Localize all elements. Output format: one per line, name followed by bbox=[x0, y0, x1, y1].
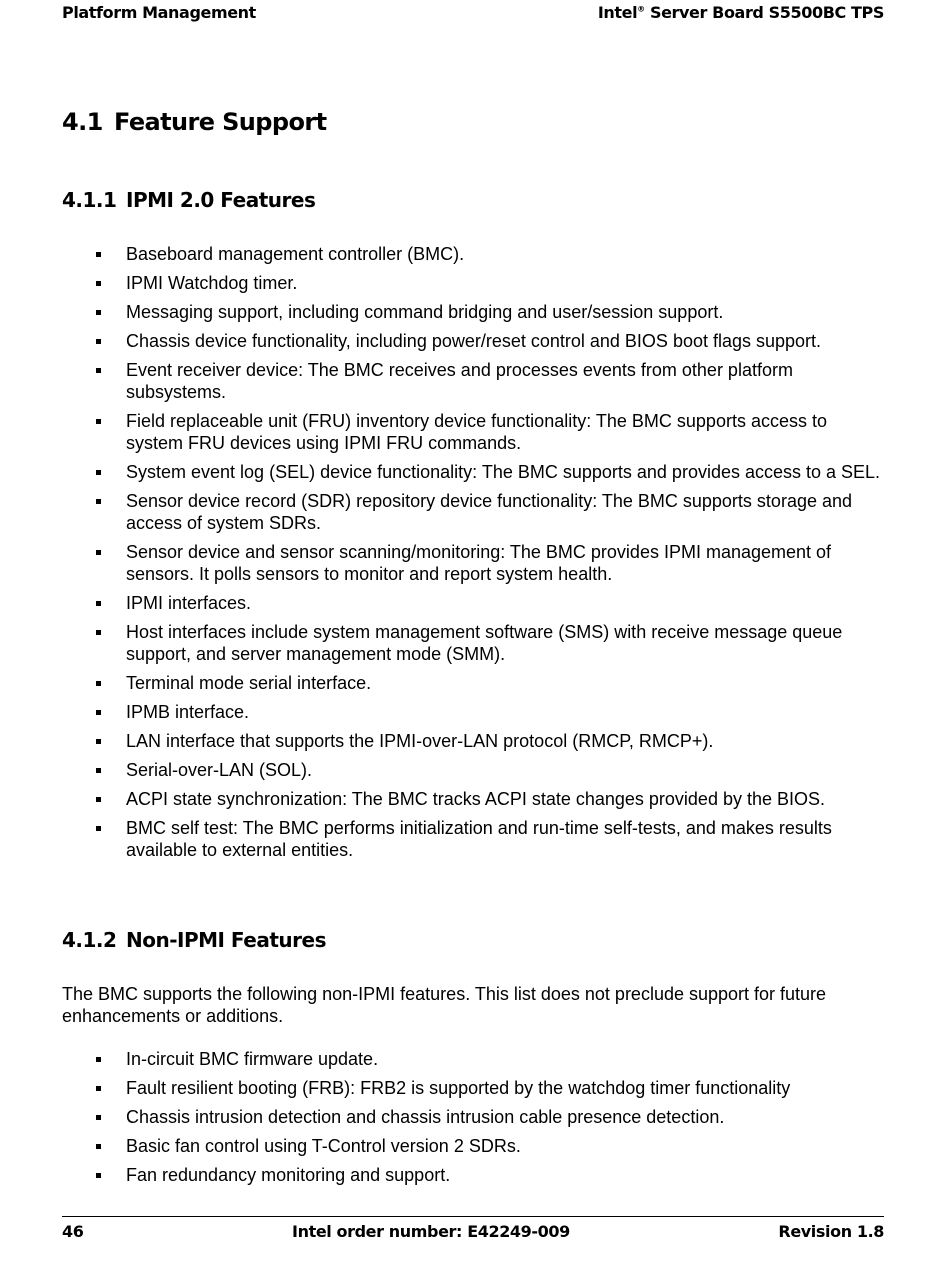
bullet-icon bbox=[62, 701, 126, 723]
bullet-icon bbox=[62, 461, 126, 483]
page-number: 46 bbox=[62, 1221, 84, 1241]
header-document-title bbox=[598, 3, 884, 22]
bullet-icon bbox=[62, 301, 126, 323]
list-item bbox=[62, 243, 884, 265]
bullet-icon bbox=[62, 788, 126, 810]
list-item bbox=[62, 1106, 884, 1128]
list-item-text: Chassis intrusion detection and chassis intrusion cable presence detection. bbox=[126, 1107, 725, 1127]
list-item bbox=[62, 592, 884, 614]
list-item-text: ACPI state synchronization: The BMC tracks ACPI state changes provided by the BIOS. bbox=[126, 789, 826, 809]
subsection-title: Non-IPMI Features bbox=[126, 928, 326, 952]
non-ipmi-feature-list bbox=[62, 1048, 884, 1193]
section-title: Feature Support bbox=[114, 108, 327, 136]
registered-mark: ® bbox=[637, 4, 645, 14]
list-item bbox=[62, 759, 884, 781]
list-item bbox=[62, 1077, 884, 1099]
bullet-icon bbox=[62, 490, 126, 534]
list-item-text: Messaging support, including command bridging and user/session support. bbox=[126, 302, 724, 322]
header-section-name: Platform Management bbox=[62, 2, 256, 22]
bullet-icon bbox=[62, 1164, 126, 1186]
header-brand: Intel bbox=[597, 2, 638, 22]
bullet-icon bbox=[62, 730, 126, 752]
bullet-icon bbox=[62, 330, 126, 352]
list-item-text: Terminal mode serial interface. bbox=[126, 673, 372, 693]
list-item-text: Baseboard management controller (BMC). bbox=[126, 244, 465, 264]
bullet-icon bbox=[62, 1077, 126, 1099]
list-item bbox=[62, 490, 884, 534]
subsection-number: 4.1.1 bbox=[62, 188, 117, 212]
list-item bbox=[62, 1048, 884, 1070]
list-item bbox=[62, 301, 884, 323]
bullet-icon bbox=[62, 672, 126, 694]
section-heading bbox=[62, 108, 326, 136]
list-item-text: IPMI Watchdog timer. bbox=[126, 273, 298, 293]
subsection-number: 4.1.2 bbox=[62, 928, 117, 952]
list-item bbox=[62, 1135, 884, 1157]
bullet-icon bbox=[62, 621, 126, 665]
bullet-icon bbox=[62, 1106, 126, 1128]
bullet-icon bbox=[62, 592, 126, 614]
bullet-icon bbox=[62, 1048, 126, 1070]
list-item-text: Fault resilient booting (FRB): FRB2 is supported by the watchdog timer functionality bbox=[126, 1078, 791, 1098]
bullet-icon bbox=[62, 272, 126, 294]
order-number: Intel order number: E42249-009 bbox=[292, 1221, 570, 1241]
list-item bbox=[62, 621, 884, 665]
list-item-text: IPMB interface. bbox=[126, 702, 250, 722]
list-item-text: BMC self test: The BMC performs initialization and run-time self-tests, and makes results available to external entities. bbox=[126, 818, 832, 860]
subsection-title: IPMI 2.0 Features bbox=[126, 188, 316, 212]
list-item bbox=[62, 730, 884, 752]
footer-divider bbox=[62, 1216, 884, 1217]
list-item-text: System event log (SEL) device functionality: The BMC supports and provides access to a SEL. bbox=[126, 462, 881, 482]
bullet-icon bbox=[62, 541, 126, 585]
list-item-text: Sensor device record (SDR) repository device functionality: The BMC supports storage and access of system SDRs. bbox=[126, 491, 853, 533]
list-item bbox=[62, 272, 884, 294]
list-item bbox=[62, 330, 884, 352]
list-item bbox=[62, 817, 884, 861]
page-header bbox=[62, 0, 884, 24]
header-document-name: Server Board S5500BC TPS bbox=[644, 2, 884, 22]
ipmi-feature-list bbox=[62, 243, 884, 868]
list-item bbox=[62, 541, 884, 585]
subsection-heading-ipmi bbox=[62, 188, 315, 212]
list-item-text: IPMI interfaces. bbox=[126, 593, 252, 613]
list-item-text: Field replaceable unit (FRU) inventory device functionality: The BMC supports access to system FRU devices using IPMI FRU commands. bbox=[126, 411, 827, 453]
list-item-text: Sensor device and sensor scanning/monitoring: The BMC provides IPMI management of sensors. It polls sensors to monitor and report system health. bbox=[126, 542, 832, 584]
list-item-text: LAN interface that supports the IPMI-over-LAN protocol (RMCP, RMCP+). bbox=[126, 731, 714, 751]
bullet-icon bbox=[62, 243, 126, 265]
list-item-text: Event receiver device: The BMC receives and processes events from other platform subsystems. bbox=[126, 360, 793, 402]
page-footer bbox=[62, 1219, 884, 1243]
bullet-icon bbox=[62, 1135, 126, 1157]
bullet-icon bbox=[62, 359, 126, 403]
list-item-text: Chassis device functionality, including power/reset control and BIOS boot flags support. bbox=[126, 331, 822, 351]
list-item-text: Fan redundancy monitoring and support. bbox=[126, 1165, 451, 1185]
list-item bbox=[62, 359, 884, 403]
list-item bbox=[62, 701, 884, 723]
list-item bbox=[62, 1164, 884, 1186]
list-item bbox=[62, 461, 884, 483]
list-item-text: Host interfaces include system management software (SMS) with receive message queue support, and server management mode (SMM). bbox=[126, 622, 843, 664]
list-item bbox=[62, 672, 884, 694]
list-item bbox=[62, 788, 884, 810]
section-number: 4.1 bbox=[62, 108, 103, 136]
list-item bbox=[62, 410, 884, 454]
list-item-text: Serial-over-LAN (SOL). bbox=[126, 760, 313, 780]
revision-label: Revision 1.8 bbox=[778, 1221, 884, 1241]
bullet-icon bbox=[62, 759, 126, 781]
bullet-icon bbox=[62, 410, 126, 454]
list-item-text: Basic fan control using T-Control version 2 SDRs. bbox=[126, 1136, 521, 1156]
list-item-text: In-circuit BMC firmware update. bbox=[126, 1049, 379, 1069]
bullet-icon bbox=[62, 817, 126, 861]
intro-paragraph: The BMC supports the following non-IPMI features. This list does not preclude support for future enhancements or additions. bbox=[62, 984, 827, 1026]
subsection-heading-non-ipmi bbox=[62, 928, 326, 952]
